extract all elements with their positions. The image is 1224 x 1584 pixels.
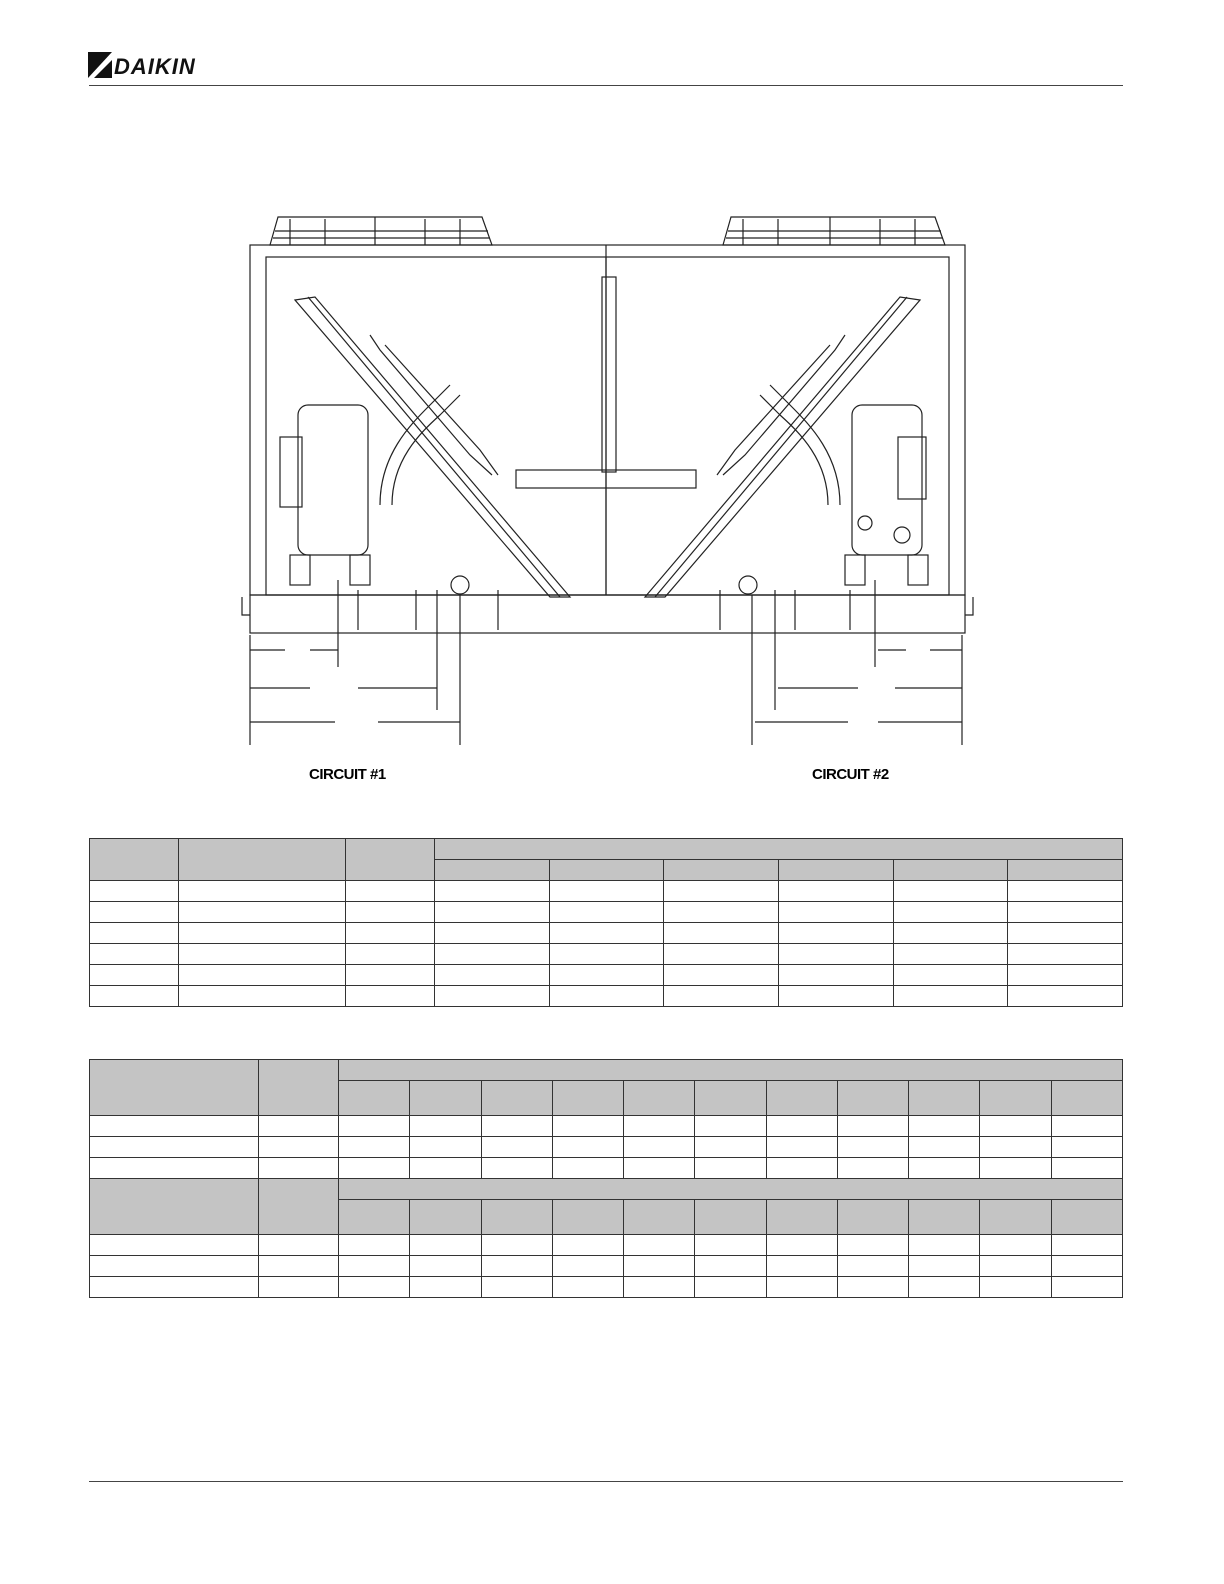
table-2-header-cell — [259, 1060, 339, 1116]
dimension-lines-circuit-2 — [720, 580, 962, 745]
cabinet-frame — [250, 245, 965, 595]
valve-right — [739, 576, 757, 594]
table-row — [90, 1116, 1123, 1137]
table-2-header-row — [90, 1060, 1123, 1081]
table-row — [90, 1137, 1123, 1158]
dimension-lines-circuit-1 — [250, 580, 498, 745]
table-1-header-cell — [90, 839, 179, 881]
condenser-coil-right — [645, 297, 920, 597]
table-row — [90, 1158, 1123, 1179]
table-1-header-cell — [346, 839, 435, 881]
fan-guard-left — [270, 217, 492, 245]
compressor-left — [280, 385, 460, 585]
circuit-1-label: CIRCUIT #1 — [309, 766, 386, 783]
table-2 — [89, 1059, 1123, 1298]
table-row — [90, 1277, 1123, 1298]
table-1-subheader-cell — [1008, 860, 1123, 881]
table-row — [90, 923, 1123, 944]
table-1-subheader-cell — [435, 860, 550, 881]
condenser-coil-left — [295, 297, 570, 597]
table-2-header-cell — [90, 1060, 259, 1116]
table-2-header-cell — [259, 1179, 339, 1235]
table-1-header-row — [90, 839, 1123, 860]
table-row — [90, 944, 1123, 965]
table-1-subheader-cell — [893, 860, 1008, 881]
table-2-group-header — [339, 1179, 1123, 1200]
table-1-group-header — [435, 839, 1123, 860]
unit-elevation-drawing — [230, 205, 990, 805]
fan-guard-right — [723, 217, 945, 245]
table-row — [90, 986, 1123, 1007]
table-row — [90, 965, 1123, 986]
base-rail — [242, 595, 973, 633]
table-2-header-row — [90, 1179, 1123, 1200]
table-row — [90, 902, 1123, 923]
table-row — [90, 881, 1123, 902]
compressor-right — [760, 385, 928, 585]
table-2-header-cell — [90, 1179, 259, 1235]
table-row — [90, 1235, 1123, 1256]
brand-name: DAIKIN — [114, 54, 196, 79]
daikin-logo — [88, 52, 218, 82]
table-2-group-header — [339, 1060, 1123, 1081]
table-1-subheader-cell — [778, 860, 893, 881]
table-1-header-cell — [179, 839, 346, 881]
circuit-2-label: CIRCUIT #2 — [812, 766, 889, 783]
daikin-logo-mark — [88, 52, 114, 82]
table-1-subheader-cell — [664, 860, 779, 881]
table-1 — [89, 838, 1123, 1007]
header-rule — [89, 85, 1123, 86]
table-1-subheader-cell — [549, 860, 664, 881]
table-row — [90, 1256, 1123, 1277]
valve-left — [451, 576, 469, 594]
footer-rule — [89, 1481, 1123, 1482]
